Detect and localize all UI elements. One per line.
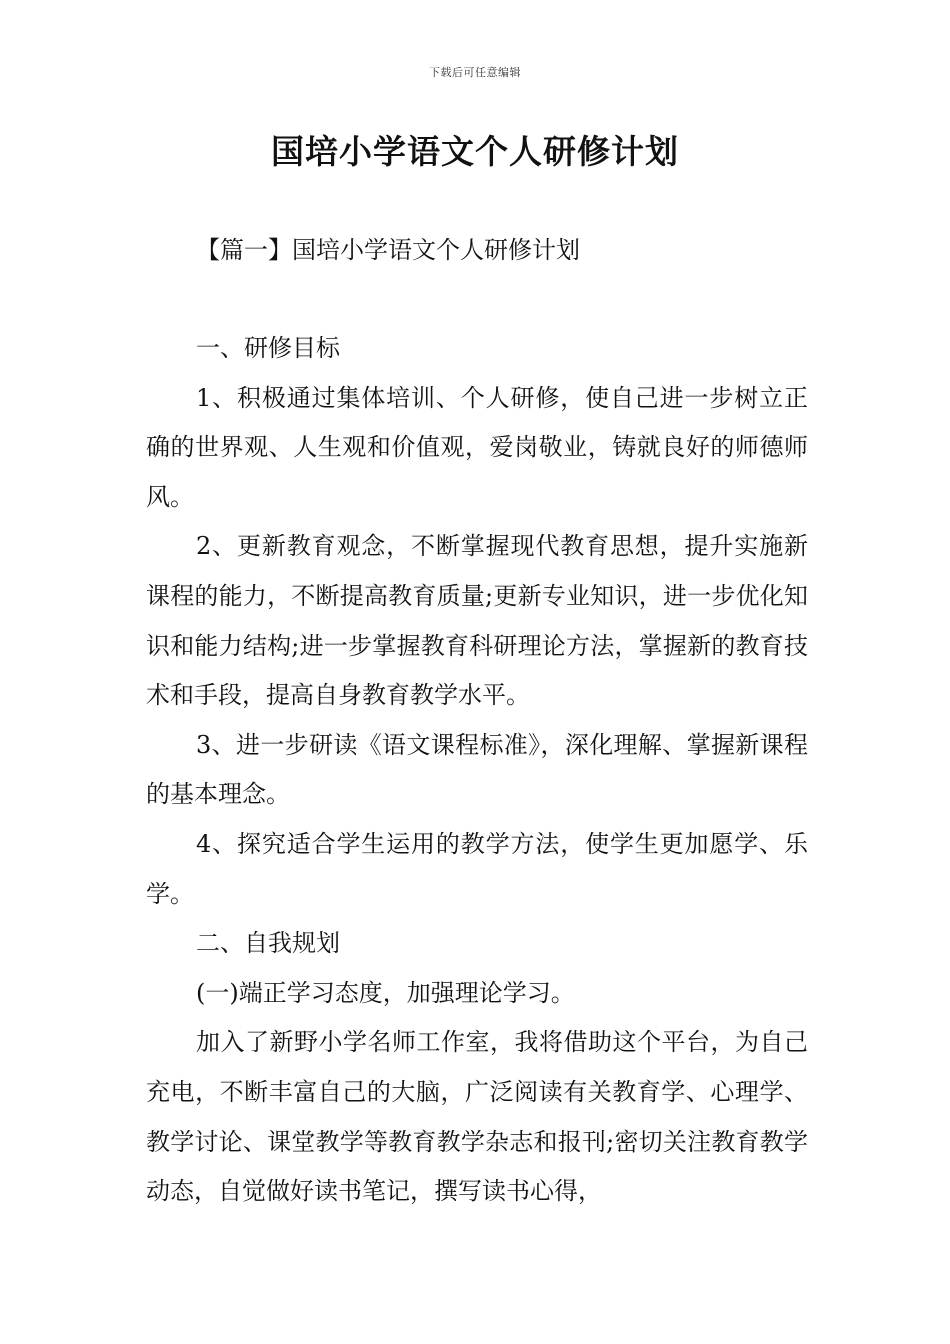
paragraph-goal-3: 3、进一步研读《语文课程标准》，深化理解、掌握新课程的基本理念。 [146, 730, 808, 809]
paragraph-goal-2: 2、更新教育观念，不断掌握现代教育思想，提升实施新课程的能力，不断提高教育质量;更新专业知识，进一步优化知识和能力结构;进一步掌握教育科研理论方法，掌握新的教育技术和手段，提高自身教育教学水平。 [146, 532, 808, 710]
document-body [146, 324, 808, 1217]
subheading-study-attitude: (一)端正学习态度，加强理论学习。 [196, 978, 575, 1007]
paragraph-goal-1: 1、积极通过集体培训、个人研修，使自己进一步树立正确的世界观、人生观和价值观，爱岗敬业，铸就良好的师德师风。 [146, 383, 808, 511]
paragraph-goal-4: 4、探究适合学生运用的教学方法，使学生更加愿学、乐学。 [146, 829, 808, 908]
document-title: 国培小学语文个人研修计划 [271, 132, 679, 171]
heading-self-planning: 二、自我规划 [196, 929, 340, 958]
heading-research-goals: 一、研修目标 [196, 334, 340, 362]
header-note: 下载后可任意编辑 [429, 66, 521, 79]
section-title: 【篇一】国培小学语文个人研修计划 [196, 236, 580, 264]
paragraph-studio-plan: 加入了新野小学名师工作室，我将借助这个平台，为自己充电，不断丰富自己的大脑，广泛阅读有关教育学、心理学、教学讨论、课堂教学等教育教学杂志和报刊;密切关注教育教学动态，自觉做好读书笔记，撰写读书心得， [146, 1028, 808, 1206]
